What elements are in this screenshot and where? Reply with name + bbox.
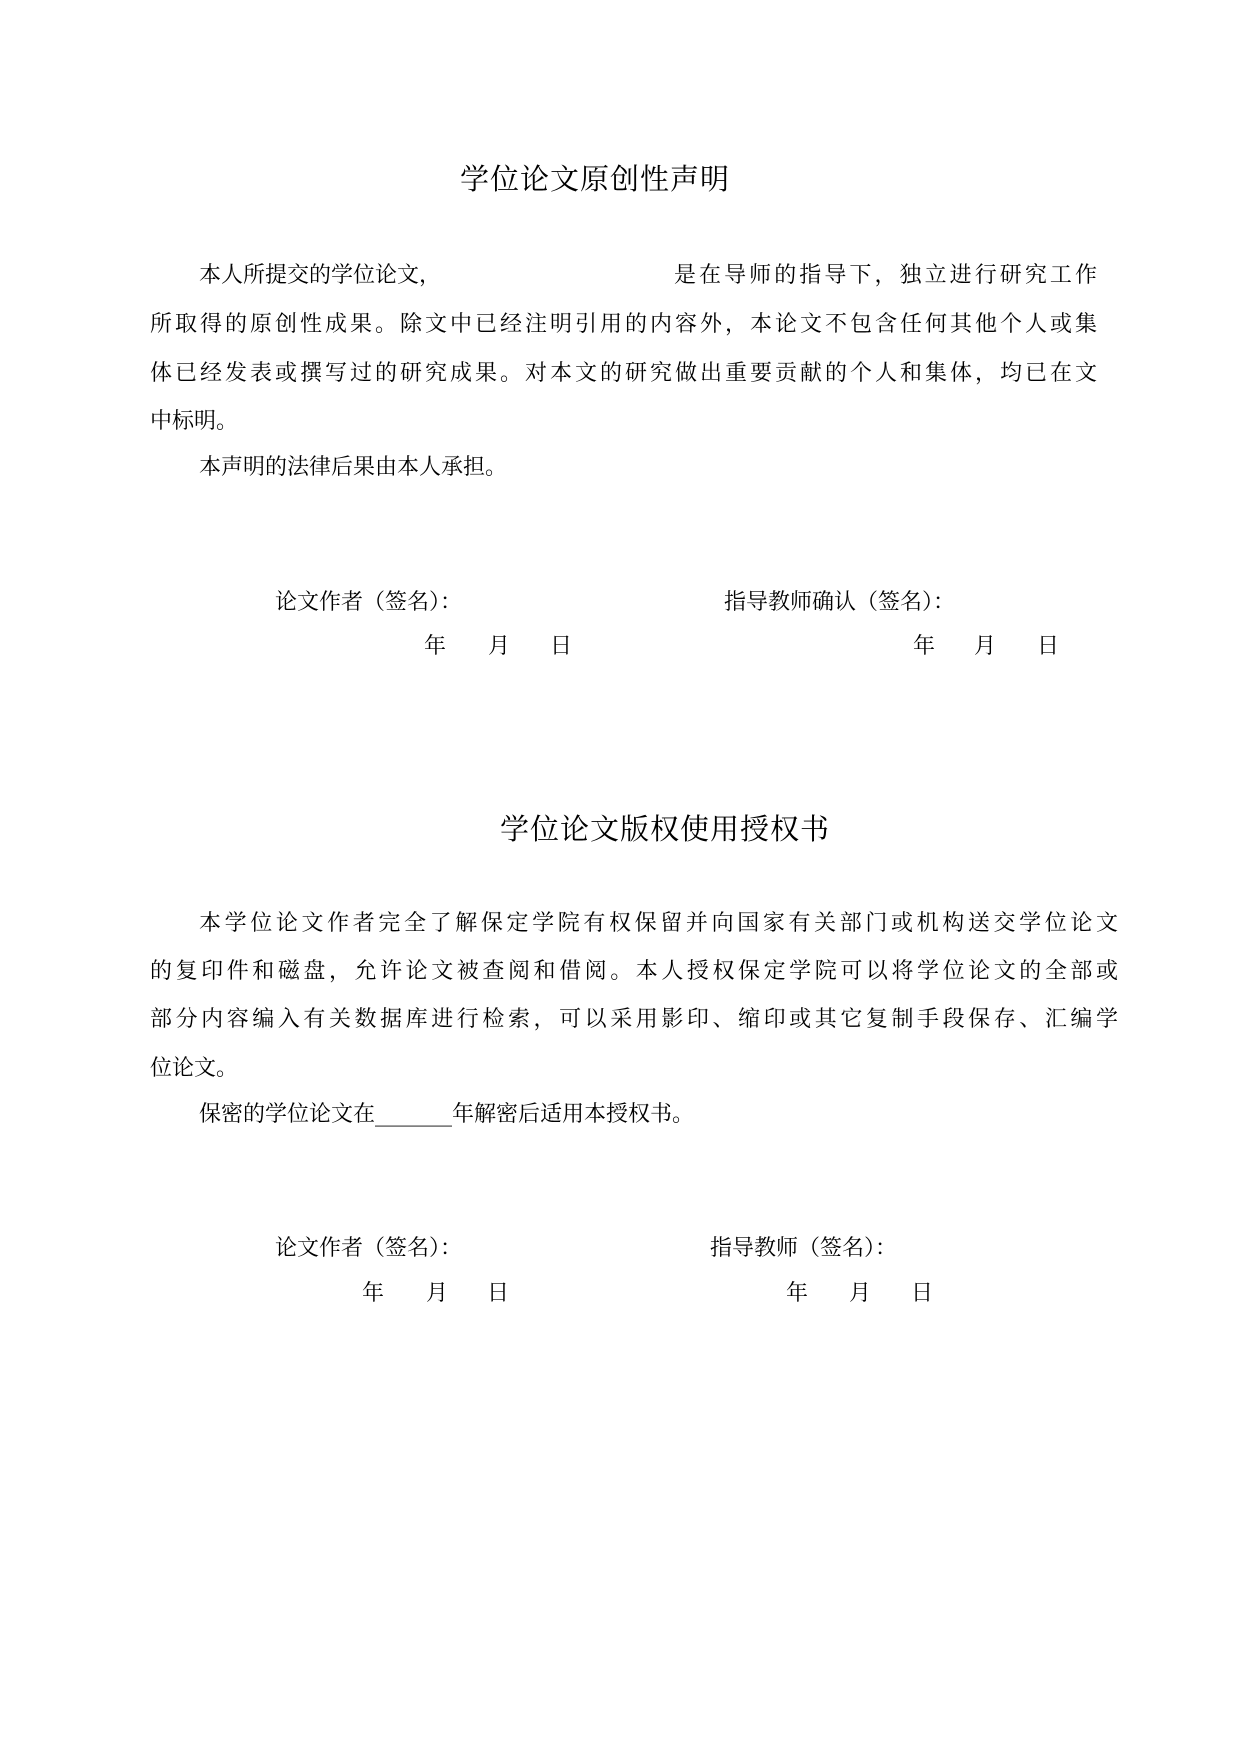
declaration-line: 所取得的原创性成果。除文中已经注明引用的内容外，本论文不包含任何其他个人或集 [150,312,1097,337]
authorization-line: 的复印件和磁盘，允许论文被查阅和借阅。本人授权保定学院可以将学位论文的全部或 [150,959,1118,984]
advisor-signature-label: 指导教师（签名）： [710,1236,898,1261]
declaration-title: 学位论文原创性声明 [459,162,731,196]
authorization-line: 本学位论文作者完全了解保定学院有权保留并向国家有关部门或机构送交学位论文 [199,911,1118,936]
date-year: 年 [362,1281,385,1306]
advisor-signature-label: 指导教师确认（签名）： [724,590,956,615]
date-month: 月 [849,1281,872,1306]
date-day: 日 [911,1281,934,1306]
authorization-title: 学位论文版权使用授权书 [499,812,831,846]
date-month: 月 [488,634,511,659]
declaration-line: 中标明。 [150,409,239,434]
authorization-line: 位论文。 [150,1056,239,1081]
date-year: 年 [424,634,447,659]
secret-period-text: 保密的学位论文在_______年解密后适用本授权书。 [199,1102,695,1127]
declaration-line1-part2: 是在导师的指导下，独立进行研究工作 [674,263,1097,288]
declaration-legal: 本声明的法律后果由本人承担。 [199,455,508,480]
date-day: 日 [1037,634,1060,659]
date-day: 日 [550,634,573,659]
author-signature-label: 论文作者（签名）： [275,590,463,615]
declaration-line1-part1: 本人所提交的学位论文， [199,263,442,288]
date-year: 年 [786,1281,809,1306]
authorization-line: 部分内容编入有关数据库进行检索，可以采用影印、缩印或其它复制手段保存、汇编学 [150,1007,1118,1032]
author-signature-label: 论文作者（签名）： [275,1236,463,1261]
date-month: 月 [426,1281,449,1306]
date-day: 日 [487,1281,510,1306]
declaration-line: 体已经发表或撰写过的研究成果。对本文的研究做出重要贡献的个人和集体，均已在文 [150,361,1097,386]
date-year: 年 [913,634,936,659]
date-month: 月 [974,634,997,659]
